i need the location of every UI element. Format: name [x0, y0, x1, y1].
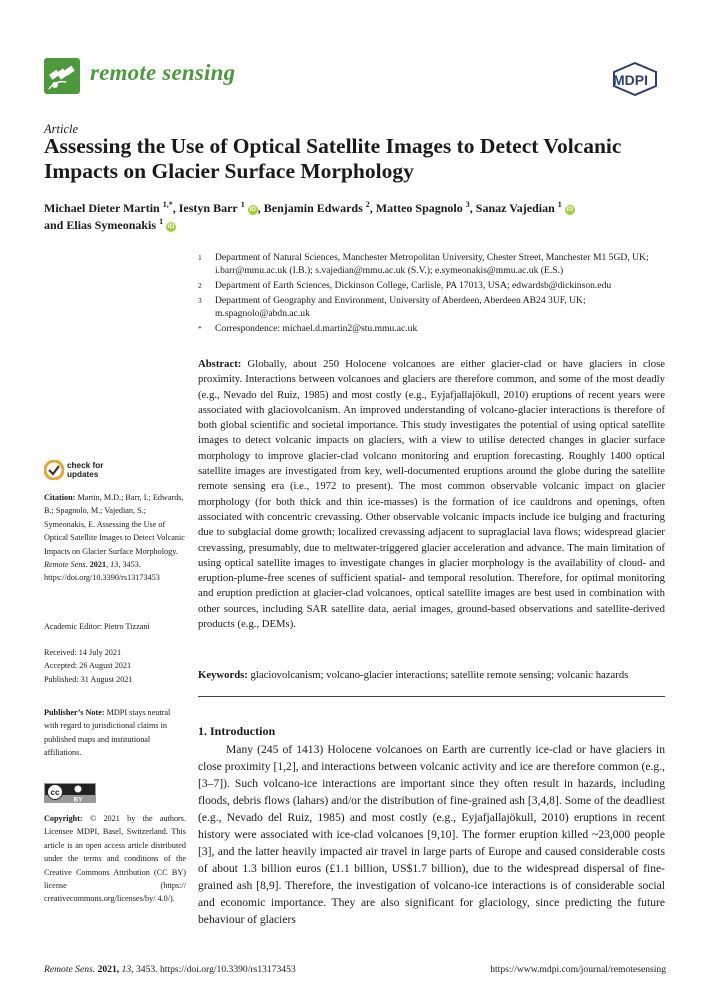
affiliation-item: 3 Department of Geography and Environment, University of Aberdeen, Aberdeen AB24 3UF, UK; m.spagnolo@abdn.ac.uk: [198, 295, 586, 319]
copyright-notice: Copyright: © 2021 by the authors. Licensee MDPI, Basel, Switzerland. This article is an open access article distributed under the terms and conditions of the Creative Commons Attribution (CC BY) license (https:// creativecommons.org/licenses/by/ 4.0/).: [44, 814, 187, 904]
keywords: [198, 668, 665, 683]
correspondence: * Correspondence: michael.d.martin2@stu.mmu.ac.uk: [198, 323, 418, 334]
keywords-label: Keywords:: [198, 669, 248, 681]
orcid-icon[interactable]: iD: [167, 223, 175, 230]
author-name: Benjamin Edwards: [263, 201, 363, 215]
citation: Citation: Martin, M.D.; Barr, I.; Edwards, B.; Spagnolo, M.; Vajedian, S.; Symeonakis, E. Assessing the Use of Optical Satellite Images to Detect Volcanic Impacts on Glacier Surface Morphology. Remote Sens. 2021, 13, 3453. https://doi.org/10.3390/rs13173453: [44, 493, 185, 583]
author-name: Matteo Spagnolo: [375, 201, 463, 215]
author-name: Iestyn Barr: [178, 201, 238, 215]
journal-name: remote sensing: [90, 60, 236, 85]
svg-text:cc: cc: [50, 788, 60, 797]
orcid-icon[interactable]: iD: [249, 206, 256, 213]
svg-text:BY: BY: [73, 796, 83, 803]
abstract-text: Globally, about 250 Holocene volcanoes are either glacier-clad or have glaciers in close proximity. Interactions between volcanoes and glaciers are therefore common, and some of the most deadly (e.g., Nevado del Ruiz, 1985) and most costly (e.g., Eyjafjallajökull, 2010) eruptions of recent years were associated with glaciovolcanism. An improved understanding of volcano-glacier interactions is therefore of both global scientific and societal importance. This study investigates the potential of using optical satellite images to detect volcanic impacts on glaciers, with a view to utilise detected changes in glacier surface morphology to improve glacier-clad volcano monitoring and eruption forecasting. Roughly 1400 optical satellite images are investigated from key, well-documented eruptions around the globe during the satellite remote sensing era (i.e., 1972 to present). The most common observable volcanic impact on glacier morphology (for both thick and thin ice-masses) is the formation of ice cauldrons and openings, often associated with concentric crevassing. Other observable volcanic impacts include ice bulging and fracturing due to subglacial dome growth; localized crevassing adjacent to supraglacial lava flows; widespread glacier crevassing, presumably, due to meltwater-triggered glacier acceleration and advance. The main limitation of using optical satellite images to investigate changes in glacier morphology is the availability of cloud- and eruption-plume-free scenes of sufficient spatial- and temporal resolution. Therefore, for optimal monitoring and eruption prediction at glacier-clad volcanoes, optical satellite images are best used in combination with other sources, including SAR satellite data, aerial images, ground-based observations and satellite-derived products (e.g., DEMs).: [198, 358, 665, 631]
accepted-date: Accepted: 26 August 2021: [44, 661, 132, 671]
section-heading: 1. Introduction: [198, 724, 276, 738]
author-name: Elias Symeonakis: [66, 218, 157, 232]
footer-citation: Remote Sens. 2021, 13, 3453. https://doi.org/10.3390/rs13173453: [44, 964, 296, 975]
affiliation-item: 2 Department of Earth Sciences, Dickinson College, Carlisle, PA 17013, USA; edwardsb@dickinson.edu: [198, 280, 612, 291]
mdpi-logo-text: MDPI: [613, 72, 648, 88]
check-updates-icon: [44, 460, 64, 480]
author-name: Michael Dieter Martin: [44, 201, 160, 215]
published-date: Published: 31 August 2021: [44, 674, 133, 684]
orcid-icon[interactable]: iD: [566, 206, 574, 213]
publisher-note: Publisher’s Note: MDPI stays neutral with regard to jurisdictional claims in published maps and institutional affiliations.: [44, 708, 171, 758]
author-list: Michael Dieter Martin $^{1,*}$, Iestyn Barr $^1$ iD , Benjamin Edwards $^2$, Matteo Spagnolo $^3$, Sanaz Vajedian $^1$ iD and Elias Symeonakis $^1$ iD: [44, 200, 574, 232]
article-type: Article: [44, 122, 79, 136]
keywords-text: glaciovolcanism; volcano-glacier interactions; satellite remote sensing; volcanic hazards: [250, 669, 629, 681]
affiliation-item: 1 Department of Natural Sciences, Manchester Metropolitan University, Chester Street, Manchester M1 5GD, UK; i.barr@mmu.ac.uk (I.B.); s.vajedian@mmu.ac.uk (S.V.); e.symeonakis@mmu.ac.uk (E.S.): [198, 252, 649, 276]
received-date: Received: 14 July 2021: [44, 648, 122, 657]
article-title: Assessing the Use of Optical Satellite Images to Detect Volcanic Impacts on Glacier Surface Morphology: [44, 134, 622, 183]
abstract-label: Abstract:: [198, 358, 242, 370]
footer-journal-url[interactable]: https://www.mdpi.com/journal/remotesensing: [490, 964, 666, 975]
journal-logo-icon: [44, 58, 80, 94]
abstract: [198, 357, 665, 632]
cc-by-license-icon[interactable]: [44, 783, 96, 803]
introduction-paragraph: Many (245 of 1413) Holocene volcanoes on Earth are currently ice-clad or have glaciers in close proximity [1,2], and interactions between volcanic activity and ice are therefore common (e.g., [3–7]). Such volcano-ice interactions are important since they often result in hazards, including floods, debris flows (lahars) and/or the distribution of fine-grained ash [3,4,8]. Some of the deadliest (e.g., Nevado del Ruiz, 1985) and most costly (e.g., Eyjafjallajökull, 2010) eruptions in recent history were associated with ice-clad volcanoes [9,10]. The former eruption killed ~23,000 people [3], and the latter heavily impacted air travel in large parts of Europe and caused considerable costs of about 1.3 billion euros (£1.1 billion, US$1.7 billion), due to the widespread dispersal of fine-grained ash [8,9]. Therefore, the investigation of volcano-ice interactions is of considerable social and economic importance. They are also significant for glaciology, since predicting the future behaviour of glaciers: [198, 743, 665, 926]
publication-dates: [44, 646, 186, 686]
author-name: Sanaz Vajedian: [475, 201, 555, 215]
check-for-updates-button[interactable]: check for updates: [44, 460, 114, 488]
affiliations: [198, 251, 668, 337]
academic-editor: Academic Editor: Pietro Tizzani: [44, 622, 150, 631]
divider: [198, 696, 665, 697]
